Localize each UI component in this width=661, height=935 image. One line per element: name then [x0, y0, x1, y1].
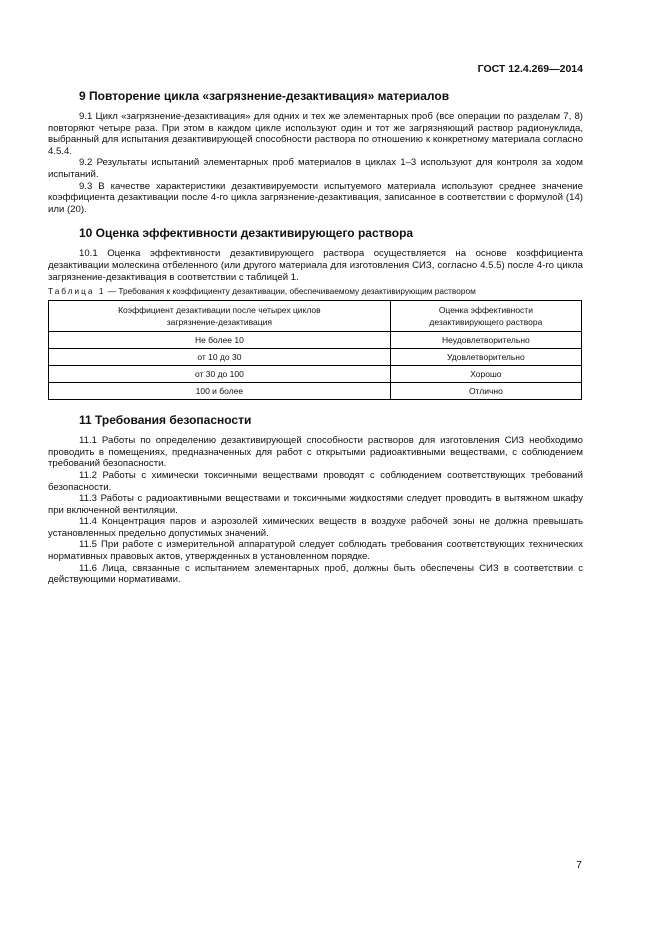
cell-rating: Хорошо	[390, 366, 581, 383]
section-9-heading: 9 Повторение цикла «загрязнение-дезактивация» материалов	[79, 89, 450, 103]
cell-coefficient: 100 и более	[49, 383, 391, 400]
header-rating	[390, 301, 581, 332]
table-row	[49, 366, 582, 383]
paragraph-9-3: 9.3 В качестве характеристики дезактивируемости испытуемого материала используют среднее значение коэффициента дезактивации после 4-го цикла загрязнение-дезактивация, записанное в соответствии с формулой (14) или (20).	[48, 180, 583, 215]
table-1	[48, 300, 582, 400]
paragraph-11-4: 11.4 Концентрация паров и аэрозолей химических веществ в воздухе рабочей зоны не должна превышать установленных предельно допустимых значений.	[48, 516, 583, 539]
header-coefficient-line1: Коэффициент дезактивации после четырех циклов	[118, 305, 321, 316]
header-rating-line2: дезактивирующего раствора	[429, 317, 543, 328]
paragraph-9-2: 9.2 Результаты испытаний элементарных проб материалов в циклах 1–3 используют для контроля за ходом испытаний.	[48, 157, 583, 180]
paragraph-11-5: 11.5 При работе с измерительной аппаратурой следует соблюдать требования соответствующих технических нормативных правовых актов, утвержденных в установленном порядке.	[48, 539, 583, 563]
cell-coefficient: от 30 до 100	[49, 366, 391, 383]
cell-rating: Неудовлетворительно	[390, 332, 581, 349]
header-coefficient	[49, 301, 391, 332]
table-row	[49, 349, 582, 366]
header-coefficient-line2: загрязнение-дезактивация	[166, 317, 272, 328]
table-1-caption	[48, 286, 583, 296]
paragraph-11-2: 11.2 Работы с химически токсичными веществами проводят с соблюдением соответствующих требований безопасности.	[48, 469, 583, 493]
table-row	[49, 332, 582, 349]
paragraph-11-3: 11.3 Работы с радиоактивными веществами и токсичными жидкостями следует проводить в вытяжном шкафу при включенной вентиляции.	[48, 493, 583, 516]
cell-coefficient: от 10 до 30	[49, 349, 391, 366]
cell-rating: Удовлетворительно	[390, 349, 581, 366]
section-11-heading: 11 Требования безопасности	[79, 413, 252, 428]
paragraph-11-1: 11.1 Работы по определению дезактивирующей способности растворов для изготовления СИЗ необходимо проводить в помещениях, предназначенных для работ с открытыми радиоактивными веществами, с соблюдением требований безопасности.	[48, 435, 583, 470]
table-1-title: — Требования к коэффициенту дезактивации, обеспечиваемому дезактивирующим раствором	[105, 286, 476, 297]
header-rating-line1: Оценка эффективности	[438, 305, 533, 316]
page-content	[48, 89, 583, 586]
section-10-heading: 10 Оценка эффективности дезактивирующего раствора	[79, 226, 414, 241]
document-code: ГОСТ 12.4.269—2014	[477, 63, 583, 75]
cell-coefficient: Не более 10	[49, 332, 391, 349]
table-row	[49, 383, 582, 400]
page-number: 7	[576, 859, 582, 871]
table-1-label: Таблица 1	[48, 286, 106, 297]
paragraph-9-1: 9.1 Цикл «загрязнение-дезактивация» для одних и тех же элементарных проб (все операции по разделам 7, 8) повторяют четыре раза. При этом в каждом цикле используют один и тот же загрязняющий раствор радионуклида, выбранный для испытания дезактивирующей способности раствора по отношению к конкретному материала согласно 4.5.4.	[48, 111, 583, 157]
paragraph-10-1: 10.1 Оценка эффективности дезактивирующего раствора осуществляется на основе коэффициента дезактивации молескина отбеленного (или другого материала для изготовления СИЗ, согласно 4.5.5) после 4-го цикла загрязнение-дезактивация в соответствии с таблицей 1.	[48, 248, 583, 283]
cell-rating: Отлично	[390, 383, 581, 400]
table-header-row	[49, 301, 582, 332]
paragraph-11-6: 11.6 Лица, связанные с испытанием элементарных проб, должны быть обеспечены СИЗ в соответствии с действующими нормативами.	[48, 562, 583, 586]
